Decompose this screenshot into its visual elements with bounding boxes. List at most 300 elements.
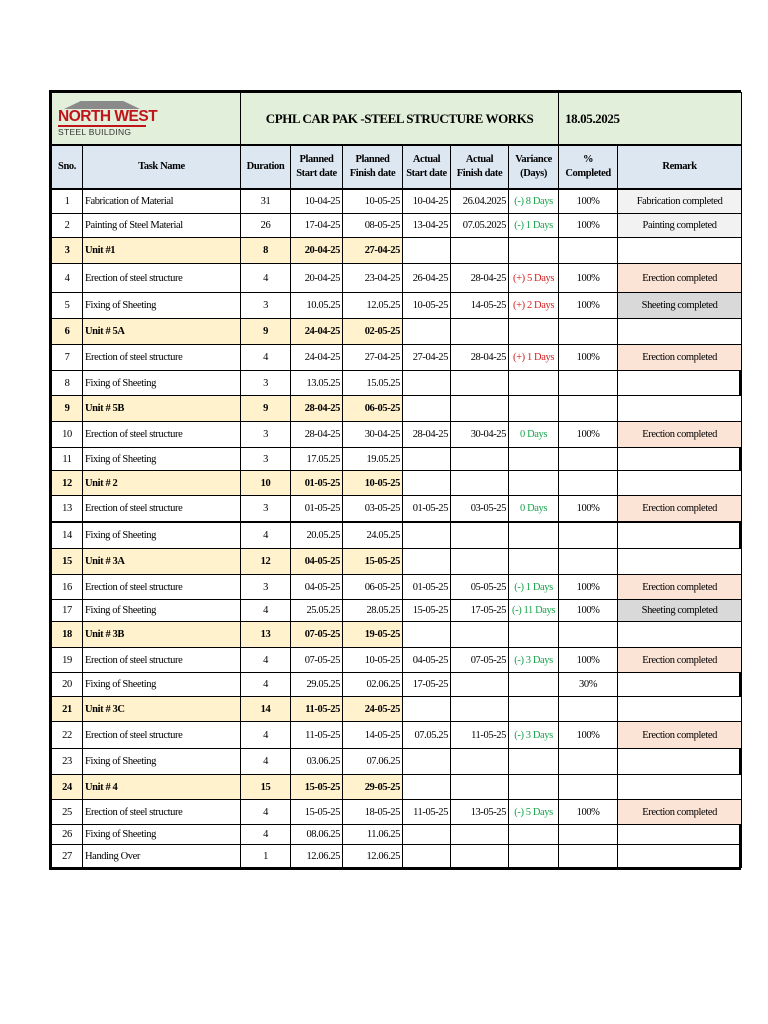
cell-planned-start: 17-04-25	[291, 214, 343, 238]
cell-remark: Erection completed	[618, 264, 742, 293]
cell-actual-start	[403, 371, 451, 396]
cell-planned-start: 29.05.25	[291, 673, 343, 697]
cell-task: Erection of steel structure	[83, 648, 241, 673]
cell-remark	[618, 396, 742, 422]
cell-variance: (-) 3 Days	[509, 722, 559, 749]
cell-completed: 100%	[559, 800, 618, 825]
cell-planned-finish: 02.06.25	[343, 673, 403, 697]
cell-planned-finish: 10-05-25	[343, 648, 403, 673]
cell-completed: 100%	[559, 722, 618, 749]
cell-planned-finish: 06-05-25	[343, 575, 403, 600]
cell-planned-start: 28-04-25	[291, 396, 343, 422]
cell-actual-finish: 11-05-25	[451, 722, 509, 749]
cell-planned-start: 11-05-25	[291, 722, 343, 749]
cell-remark	[618, 522, 742, 549]
cell-variance	[509, 673, 559, 697]
cell-planned-start: 10-04-25	[291, 189, 343, 214]
schedule-table	[51, 92, 742, 868]
cell-sno: 20	[52, 673, 83, 697]
table-row	[52, 749, 742, 775]
cell-duration: 9	[241, 319, 291, 345]
unit-row	[52, 319, 742, 345]
cell-remark: Erection completed	[618, 648, 742, 673]
cell-actual-finish: 26.04.2025	[451, 189, 509, 214]
header-row	[52, 145, 742, 189]
unit-row	[52, 775, 742, 800]
cell-actual-finish	[451, 522, 509, 549]
cell-remark: Erection completed	[618, 345, 742, 371]
cell-task: Unit # 4	[83, 775, 241, 800]
cell-actual-start	[403, 448, 451, 471]
cell-variance	[509, 549, 559, 575]
cell-duration: 12	[241, 549, 291, 575]
cell-actual-start: 04-05-25	[403, 648, 451, 673]
cell-task: Fixing of Sheeting	[83, 825, 241, 845]
unit-row	[52, 471, 742, 496]
cell-task: Unit # 2	[83, 471, 241, 496]
cell-sno: 27	[52, 845, 83, 868]
cell-actual-finish: 14-05-25	[451, 293, 509, 319]
logo-tagline: STEEL BUILDING	[58, 127, 132, 137]
cell-actual-finish: 30-04-25	[451, 422, 509, 448]
cell-duration: 3	[241, 293, 291, 319]
cell-remark	[618, 238, 742, 264]
cell-sno: 21	[52, 697, 83, 722]
cell-planned-start: 08.06.25	[291, 825, 343, 845]
table-row	[52, 600, 742, 622]
cell-planned-finish: 08-05-25	[343, 214, 403, 238]
cell-planned-start: 24-04-25	[291, 319, 343, 345]
cell-sno: 24	[52, 775, 83, 800]
cell-planned-finish: 28.05.25	[343, 600, 403, 622]
cell-completed	[559, 549, 618, 575]
cell-actual-finish: 28-04-25	[451, 264, 509, 293]
col-header-planned-start: Planned Start date	[291, 145, 343, 189]
report-title: CPHL CAR PAK -STEEL STRUCTURE WORKS	[241, 93, 559, 146]
logo-cell	[52, 93, 241, 146]
cell-task: Fixing of Sheeting	[83, 448, 241, 471]
cell-task: Erection of steel structure	[83, 345, 241, 371]
cell-sno: 2	[52, 214, 83, 238]
cell-completed: 30%	[559, 673, 618, 697]
col-header-completed: % Completed	[559, 145, 618, 189]
table-row	[52, 264, 742, 293]
cell-planned-start: 13.05.25	[291, 371, 343, 396]
cell-planned-start: 28-04-25	[291, 422, 343, 448]
cell-remark	[618, 673, 742, 697]
cell-task: Fixing of Sheeting	[83, 749, 241, 775]
cell-actual-start: 01-05-25	[403, 496, 451, 523]
cell-duration: 31	[241, 189, 291, 214]
cell-completed	[559, 371, 618, 396]
table-row	[52, 371, 742, 396]
schedule-sheet	[49, 90, 741, 870]
cell-completed: 100%	[559, 496, 618, 523]
cell-actual-finish	[451, 471, 509, 496]
cell-duration: 14	[241, 697, 291, 722]
cell-actual-start	[403, 549, 451, 575]
cell-task: Erection of steel structure	[83, 264, 241, 293]
cell-actual-start	[403, 319, 451, 345]
cell-planned-finish: 07.06.25	[343, 749, 403, 775]
cell-variance	[509, 471, 559, 496]
cell-planned-finish: 18-05-25	[343, 800, 403, 825]
cell-planned-finish: 19.05.25	[343, 448, 403, 471]
cell-variance: (+) 5 Days	[509, 264, 559, 293]
cell-remark	[618, 825, 742, 845]
cell-duration: 4	[241, 522, 291, 549]
cell-actual-start: 07.05.25	[403, 722, 451, 749]
cell-planned-start: 24-04-25	[291, 345, 343, 371]
cell-actual-start	[403, 749, 451, 775]
cell-remark	[618, 845, 742, 868]
cell-sno: 10	[52, 422, 83, 448]
cell-actual-start: 10-04-25	[403, 189, 451, 214]
cell-planned-finish: 12.05.25	[343, 293, 403, 319]
cell-task: Fixing of Sheeting	[83, 600, 241, 622]
cell-planned-finish: 06-05-25	[343, 396, 403, 422]
cell-remark: Fabrication completed	[618, 189, 742, 214]
cell-task: Unit # 5B	[83, 396, 241, 422]
cell-remark	[618, 448, 742, 471]
cell-task: Erection of steel structure	[83, 422, 241, 448]
cell-planned-finish: 27-04-25	[343, 345, 403, 371]
cell-duration: 4	[241, 749, 291, 775]
cell-planned-finish: 02-05-25	[343, 319, 403, 345]
cell-duration: 4	[241, 673, 291, 697]
col-header-sno: Sno.	[52, 145, 83, 189]
cell-actual-start: 01-05-25	[403, 575, 451, 600]
cell-planned-start: 11-05-25	[291, 697, 343, 722]
unit-row	[52, 622, 742, 648]
table-row	[52, 422, 742, 448]
cell-sno: 3	[52, 238, 83, 264]
cell-completed: 100%	[559, 189, 618, 214]
cell-planned-start: 15-05-25	[291, 800, 343, 825]
cell-remark	[618, 749, 742, 775]
cell-planned-start: 12.06.25	[291, 845, 343, 868]
cell-variance: (-) 1 Days	[509, 214, 559, 238]
cell-actual-start	[403, 697, 451, 722]
cell-task: Erection of steel structure	[83, 800, 241, 825]
cell-duration: 26	[241, 214, 291, 238]
cell-planned-finish: 27-04-25	[343, 238, 403, 264]
cell-sno: 26	[52, 825, 83, 845]
cell-sno: 13	[52, 496, 83, 523]
cell-actual-start: 13-04-25	[403, 214, 451, 238]
cell-sno: 4	[52, 264, 83, 293]
cell-duration: 3	[241, 422, 291, 448]
cell-completed	[559, 749, 618, 775]
cell-planned-finish: 15.05.25	[343, 371, 403, 396]
table-row	[52, 189, 742, 214]
cell-sno: 5	[52, 293, 83, 319]
cell-planned-finish: 11.06.25	[343, 825, 403, 845]
cell-remark: Erection completed	[618, 496, 742, 523]
cell-actual-finish: 07.05.2025	[451, 214, 509, 238]
cell-remark: Sheeting completed	[618, 293, 742, 319]
cell-sno: 25	[52, 800, 83, 825]
cell-actual-finish	[451, 749, 509, 775]
cell-planned-start: 20.05.25	[291, 522, 343, 549]
cell-variance	[509, 319, 559, 345]
cell-remark	[618, 622, 742, 648]
cell-variance: (+) 1 Days	[509, 345, 559, 371]
cell-duration: 4	[241, 264, 291, 293]
cell-task: Fabrication of Material	[83, 189, 241, 214]
cell-actual-start	[403, 825, 451, 845]
cell-actual-finish	[451, 549, 509, 575]
cell-planned-finish: 03-05-25	[343, 496, 403, 523]
table-row	[52, 575, 742, 600]
cell-actual-finish	[451, 845, 509, 868]
cell-planned-finish: 10-05-25	[343, 471, 403, 496]
cell-planned-start: 07-05-25	[291, 648, 343, 673]
cell-actual-start	[403, 238, 451, 264]
cell-remark: Erection completed	[618, 800, 742, 825]
cell-duration: 15	[241, 775, 291, 800]
cell-variance	[509, 775, 559, 800]
cell-completed	[559, 697, 618, 722]
cell-planned-start: 04-05-25	[291, 575, 343, 600]
cell-remark	[618, 319, 742, 345]
cell-sno: 18	[52, 622, 83, 648]
cell-actual-start: 15-05-25	[403, 600, 451, 622]
cell-planned-finish: 24.05.25	[343, 522, 403, 549]
cell-task: Unit # 3A	[83, 549, 241, 575]
cell-sno: 17	[52, 600, 83, 622]
table-row	[52, 522, 742, 549]
cell-task: Painting of Steel Material	[83, 214, 241, 238]
cell-variance: (-) 1 Days	[509, 575, 559, 600]
cell-variance	[509, 371, 559, 396]
col-header-actual-start: Actual Start date	[403, 145, 451, 189]
cell-planned-finish: 12.06.25	[343, 845, 403, 868]
col-header-remark: Remark	[618, 145, 742, 189]
table-row	[52, 800, 742, 825]
cell-sno: 11	[52, 448, 83, 471]
cell-duration: 4	[241, 722, 291, 749]
cell-task: Unit # 3C	[83, 697, 241, 722]
cell-completed: 100%	[559, 648, 618, 673]
report-date: 18.05.2025	[559, 93, 742, 146]
cell-actual-finish	[451, 697, 509, 722]
cell-planned-start: 20-04-25	[291, 264, 343, 293]
cell-actual-finish: 17-05-25	[451, 600, 509, 622]
cell-duration: 10	[241, 471, 291, 496]
cell-variance	[509, 522, 559, 549]
cell-actual-start: 28-04-25	[403, 422, 451, 448]
cell-sno: 14	[52, 522, 83, 549]
cell-completed: 100%	[559, 422, 618, 448]
cell-actual-finish: 07-05-25	[451, 648, 509, 673]
cell-completed: 100%	[559, 293, 618, 319]
col-header-actual-finish: Actual Finish date	[451, 145, 509, 189]
cell-planned-finish: 19-05-25	[343, 622, 403, 648]
cell-actual-start	[403, 522, 451, 549]
cell-duration: 3	[241, 575, 291, 600]
north-west-logo	[58, 100, 158, 138]
cell-completed	[559, 825, 618, 845]
cell-remark	[618, 549, 742, 575]
cell-task: Erection of steel structure	[83, 575, 241, 600]
cell-planned-start: 25.05.25	[291, 600, 343, 622]
cell-completed: 100%	[559, 214, 618, 238]
cell-variance	[509, 697, 559, 722]
cell-planned-finish: 24-05-25	[343, 697, 403, 722]
cell-planned-start: 01-05-25	[291, 496, 343, 523]
cell-remark	[618, 371, 742, 396]
cell-remark: Erection completed	[618, 575, 742, 600]
cell-task: Erection of steel structure	[83, 496, 241, 523]
cell-completed	[559, 622, 618, 648]
cell-actual-start	[403, 845, 451, 868]
cell-duration: 4	[241, 825, 291, 845]
cell-variance: 0 Days	[509, 496, 559, 523]
cell-actual-finish	[451, 371, 509, 396]
cell-actual-finish	[451, 396, 509, 422]
table-row	[52, 845, 742, 868]
col-header-planned-finish: Planned Finish date	[343, 145, 403, 189]
table-row	[52, 648, 742, 673]
cell-variance	[509, 825, 559, 845]
cell-remark	[618, 697, 742, 722]
task-rows	[52, 189, 742, 868]
cell-sno: 16	[52, 575, 83, 600]
cell-actual-finish	[451, 673, 509, 697]
cell-completed: 100%	[559, 600, 618, 622]
cell-duration: 4	[241, 648, 291, 673]
cell-duration: 3	[241, 371, 291, 396]
cell-actual-start: 26-04-25	[403, 264, 451, 293]
cell-actual-finish	[451, 319, 509, 345]
cell-task: Handing Over	[83, 845, 241, 868]
unit-row	[52, 238, 742, 264]
cell-task: Erection of steel structure	[83, 722, 241, 749]
cell-actual-finish: 13-05-25	[451, 800, 509, 825]
cell-planned-finish: 29-05-25	[343, 775, 403, 800]
cell-task: Unit # 3B	[83, 622, 241, 648]
cell-planned-start: 17.05.25	[291, 448, 343, 471]
cell-remark	[618, 471, 742, 496]
col-header-variance: Variance (Days)	[509, 145, 559, 189]
table-row	[52, 722, 742, 749]
cell-remark: Erection completed	[618, 422, 742, 448]
cell-actual-finish: 03-05-25	[451, 496, 509, 523]
cell-planned-finish: 30-04-25	[343, 422, 403, 448]
cell-planned-finish: 23-04-25	[343, 264, 403, 293]
cell-actual-finish	[451, 775, 509, 800]
cell-task: Fixing of Sheeting	[83, 371, 241, 396]
cell-remark: Erection completed	[618, 722, 742, 749]
table-row	[52, 448, 742, 471]
cell-sno: 7	[52, 345, 83, 371]
unit-row	[52, 549, 742, 575]
cell-duration: 4	[241, 600, 291, 622]
cell-duration: 8	[241, 238, 291, 264]
cell-completed	[559, 448, 618, 471]
cell-sno: 15	[52, 549, 83, 575]
cell-actual-finish: 05-05-25	[451, 575, 509, 600]
cell-completed: 100%	[559, 345, 618, 371]
cell-planned-start: 01-05-25	[291, 471, 343, 496]
table-row	[52, 496, 742, 523]
unit-row	[52, 697, 742, 722]
cell-actual-start: 11-05-25	[403, 800, 451, 825]
cell-actual-start	[403, 775, 451, 800]
cell-variance: 0 Days	[509, 422, 559, 448]
cell-duration: 1	[241, 845, 291, 868]
cell-actual-finish: 28-04-25	[451, 345, 509, 371]
cell-duration: 13	[241, 622, 291, 648]
cell-actual-start: 27-04-25	[403, 345, 451, 371]
cell-variance	[509, 238, 559, 264]
cell-completed: 100%	[559, 575, 618, 600]
cell-actual-start	[403, 622, 451, 648]
cell-variance: (-) 5 Days	[509, 800, 559, 825]
cell-planned-finish: 10-05-25	[343, 189, 403, 214]
cell-actual-finish	[451, 238, 509, 264]
col-header-duration: Duration	[241, 145, 291, 189]
cell-variance	[509, 749, 559, 775]
cell-planned-finish: 15-05-25	[343, 549, 403, 575]
cell-sno: 1	[52, 189, 83, 214]
cell-duration: 4	[241, 800, 291, 825]
cell-task: Unit # 5A	[83, 319, 241, 345]
cell-actual-finish	[451, 622, 509, 648]
cell-completed	[559, 471, 618, 496]
cell-planned-start: 10.05.25	[291, 293, 343, 319]
cell-completed	[559, 845, 618, 868]
cell-planned-start: 15-05-25	[291, 775, 343, 800]
cell-completed	[559, 522, 618, 549]
cell-actual-start	[403, 471, 451, 496]
cell-completed	[559, 319, 618, 345]
cell-planned-start: 07-05-25	[291, 622, 343, 648]
logo-name: NORTH WEST	[58, 108, 158, 125]
cell-actual-start: 10-05-25	[403, 293, 451, 319]
cell-variance	[509, 448, 559, 471]
table-row	[52, 673, 742, 697]
cell-task: Unit #1	[83, 238, 241, 264]
cell-variance	[509, 396, 559, 422]
cell-sno: 23	[52, 749, 83, 775]
cell-sno: 12	[52, 471, 83, 496]
table-row	[52, 825, 742, 845]
cell-variance	[509, 845, 559, 868]
cell-variance: (+) 2 Days	[509, 293, 559, 319]
cell-completed	[559, 396, 618, 422]
cell-actual-finish	[451, 448, 509, 471]
cell-planned-start: 03.06.25	[291, 749, 343, 775]
cell-actual-start: 17-05-25	[403, 673, 451, 697]
cell-sno: 22	[52, 722, 83, 749]
table-row	[52, 293, 742, 319]
cell-task: Fixing of Sheeting	[83, 522, 241, 549]
cell-task: Fixing of Sheeting	[83, 673, 241, 697]
cell-sno: 9	[52, 396, 83, 422]
cell-duration: 9	[241, 396, 291, 422]
cell-duration: 3	[241, 496, 291, 523]
cell-planned-start: 04-05-25	[291, 549, 343, 575]
cell-planned-start: 20-04-25	[291, 238, 343, 264]
cell-completed: 100%	[559, 264, 618, 293]
cell-remark	[618, 775, 742, 800]
table-row	[52, 214, 742, 238]
unit-row	[52, 396, 742, 422]
cell-planned-finish: 14-05-25	[343, 722, 403, 749]
cell-actual-finish	[451, 825, 509, 845]
